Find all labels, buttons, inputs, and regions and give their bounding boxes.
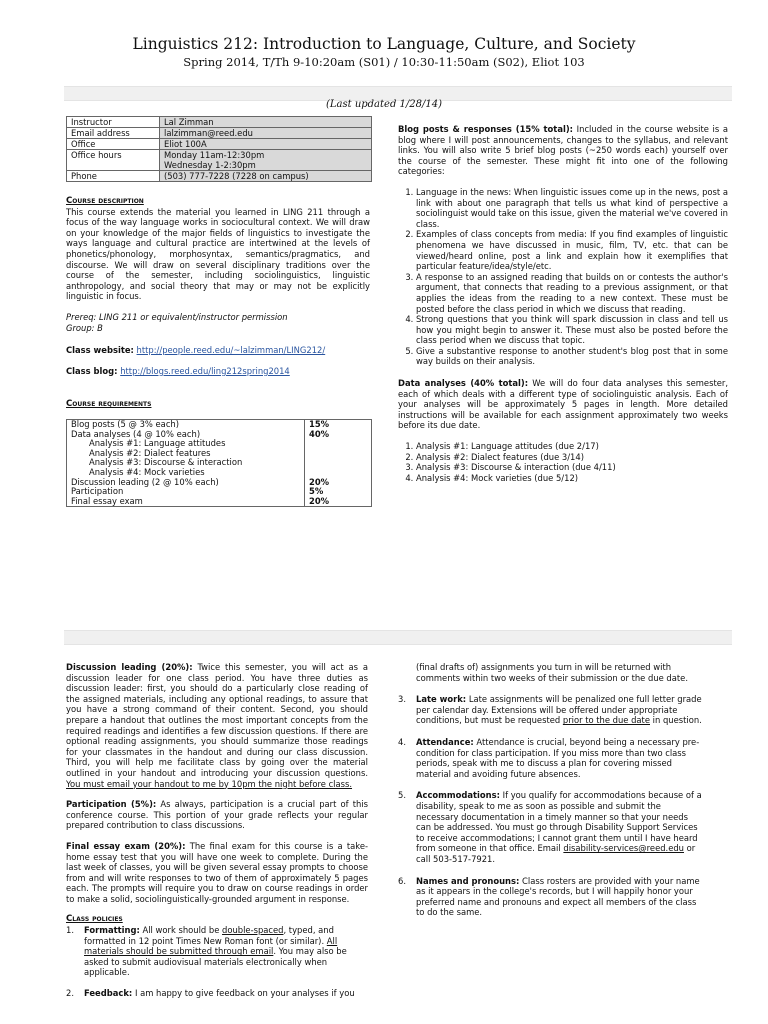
final-exam-body: The final exam for this course is a take-home essay test that you will have one week to complete. During the last week of classes, you will be given several essay prompts to choose from and will write responses to two of them of approximately 5 pages each. The prompts will require you to draw on course readings in order to make a solid, sociolinguistically-grounded argument in response. [66, 840, 368, 904]
prereq: Prereq: LING 211 or equivalent/instructor permission [66, 311, 288, 322]
analysis-item: 1. Analysis #1: Language attitudes (due 2/17) [416, 441, 728, 452]
final-exam-para [66, 841, 368, 905]
requirement-item: Discussion leading (2 @ 10% each) [67, 478, 305, 488]
policy-text: Late assignments will be penalized one full letter grade per calendar day. Extensions will be offered under appropriate conditions, but must be requested [416, 694, 702, 726]
policy-names-pronouns [398, 876, 702, 918]
class-website-line [66, 345, 370, 356]
policy-text: , typed, and formatted in 12 point Times New Roman font (or similar). [84, 925, 334, 946]
policy-text: or call 503-517-7921. [416, 843, 696, 864]
participation-body: As always, participation is a crucial part of this conference course. This portion of your grade reflects your regular prepared contribution to class discussions. [66, 799, 368, 831]
course-requirements-heading: Course requirements [66, 399, 152, 409]
info-label: Office hours [67, 150, 160, 171]
requirement-percent [305, 439, 372, 449]
office-hours-line-2: Wednesday 1-2:30pm [164, 160, 256, 170]
policy-underline: prior to the due date [562, 715, 650, 726]
policy-number: 6. [398, 875, 406, 886]
policy-underline: All materials should be submitted through email [84, 935, 338, 957]
blog-category-item: 1. Language in the news: When linguistic issues come up in the news, post a link with about one paragraph that tells us what kind of perspective a sociolinguist would take on this issue, given the material we've covered in class. [416, 187, 728, 229]
info-label: Office [67, 139, 160, 150]
requirement-item: Analysis #1: Language attitudes [67, 439, 305, 449]
document-title: Linguistics 212: Introduction to Language, Culture, and Society [132, 35, 636, 53]
data-section-intro: We will do four data analyses this semester, each of which deals with a different type of sociolinguistic analysis. Each of your analyses will be approximately 5 pages in length. More detailed instructions will be available for each assignment approximately two weeks before its due date. [398, 378, 728, 431]
blog-section-heading: Blog posts & responses (15% total): [398, 124, 574, 134]
requirement-percent: 20% [305, 478, 372, 488]
info-label: Email address [67, 128, 160, 139]
participation-para [66, 799, 368, 831]
document-subtitle: Spring 2014, T/Th 9-10:20am (S01) / 10:30-11:50am (S02), Eliot 103 [183, 55, 585, 69]
class-blog-link[interactable]: http://blogs.reed.edu/ling212spring2014 [120, 365, 290, 376]
requirement-item: Participation [67, 487, 305, 497]
discussion-deadline: You must email your handout to me by 10pm the night before class. [66, 778, 353, 789]
instructor-info-table [66, 116, 372, 182]
info-value-email[interactable]: lalzimman@reed.edu [160, 128, 372, 139]
blog-category-item: 2. Examples of class concepts from media: If you find examples of linguistic phenomena we have discussed in music, film, TV, etc. that can be viewed/heard online, post a link and explain how it exemplifies that particular feature/idea/style/etc. [416, 229, 728, 271]
policy-attendance [398, 737, 702, 779]
analyses-list [398, 441, 728, 483]
policy-underline: double-spaced [222, 925, 284, 936]
policy-text: I am happy to give feedback on your analyses if you [134, 988, 355, 999]
group: Group: B [66, 322, 103, 333]
discussion-leading-para [66, 662, 368, 789]
page2-right-column [398, 662, 702, 918]
requirement-percent: 15% [305, 420, 372, 430]
discussion-leading-body: Twice this semester, you will act as a discussion leader for one class period. You have three duties as discussion leader: first, you should do a particularly close reading of the assigned materials, including any optional readings, to assure that you have a strong command of their content. Second, you should prepare a handout that outlines the most important concepts from the required readings and identifies a few discussion questions. If there are optional reading assignments, you should summarize those readings for your classmates in the handout and during our class discussion. Third, you will help me facilitate class by going over the material outlined in your handout and introducing your discussion questions. [66, 662, 368, 778]
analysis-item: 2. Analysis #2: Dialect features (due 3/14) [416, 452, 728, 463]
policy-text: in question. [652, 715, 702, 726]
policy-text: Class rosters are provided with your name as it appears in the college's records, but I will happily honor your preferred name and pronouns and expect all members of the class to do the same. [416, 875, 700, 918]
requirements-table [66, 419, 372, 507]
office-hours-line-1: Monday 11am-12:30pm [164, 150, 265, 160]
info-value: (503) 777-7228 (7228 on campus) [160, 171, 372, 182]
requirement-item: Data analyses (4 @ 10% each) [67, 430, 305, 440]
requirement-item: Analysis #4: Mock varieties [67, 468, 305, 478]
requirement-item: Analysis #3: Discourse & interaction [67, 458, 305, 468]
policy-text: . You may also be asked to submit audiovisual materials electronically when applicable. [84, 946, 347, 978]
policy-number: 2. [66, 988, 74, 999]
policy-number: 4. [398, 736, 406, 747]
policy-formatting-title: Formatting: [84, 925, 140, 936]
data-section-intro-para [398, 378, 728, 431]
discussion-leading-heading: Discussion leading (20%): [66, 662, 193, 672]
requirement-item: Analysis #2: Dialect features [67, 449, 305, 459]
info-row-office [67, 139, 372, 150]
policy-names-title: Names and pronouns: [416, 875, 520, 886]
policy-text: Attendance is crucial, beyond being a necessary pre-condition for class participation. If you miss more than two class periods, speak with me to discuss a plan for covering missed material and avoiding future absences. [416, 736, 700, 779]
requirement-percent: 5% [305, 487, 372, 497]
policy-text: If you qualify for accommodations because of a disability, speak to me as soon as possible and submit the necessary documentation in a timely manner so that your needs can be addressed. You must go through Disability Support Services to receive accommodations; I cannot grant them until I have heard from someone in that office. Email [416, 790, 702, 854]
blog-section [398, 124, 728, 483]
info-row-email [67, 128, 372, 139]
page-band-bottom [64, 630, 732, 645]
class-policies-heading: Class policies [66, 914, 123, 925]
policy-attendance-title: Attendance: [416, 736, 474, 747]
blog-section-intro-para [398, 124, 728, 177]
blog-category-item: 4. Strong questions that you think will spark discussion in class and tell us how you might begin to answer it. These must also be posted before the class period when we discuss that topic. [416, 314, 728, 346]
policy-accommodations [398, 790, 702, 864]
class-blog-line [66, 366, 370, 377]
data-section-heading: Data analyses (40% total): [398, 378, 529, 389]
info-row-phone [67, 171, 372, 182]
info-value: Lal Zimman [160, 117, 372, 128]
policy-formatting [66, 925, 368, 978]
requirement-percent [305, 458, 372, 468]
policy-number: 5. [398, 790, 406, 801]
requirement-item: Blog posts (5 @ 3% each) [67, 420, 305, 430]
info-value [160, 150, 372, 171]
page2-left-column [66, 662, 368, 999]
blog-section-intro: Included in the course website is a blog where I will post announcements, changes to the syllabus, and relevant links. You will also write 5 brief blog posts (~250 words each) yourself over the course of the semester. These might fit into one of the following categories: [398, 124, 728, 177]
policy-late-work [398, 694, 702, 726]
requirement-item: Final essay exam [67, 497, 305, 507]
requirement-percent [305, 449, 372, 459]
class-website-link[interactable]: http://people.reed.edu/~lalzimman/LING212/ [136, 345, 326, 356]
class-blog-label: Class blog: [66, 365, 118, 376]
blog-category-item: 3. A response to an assigned reading that builds on or contests the author's argument, that connects that reading to a previous assignment, or that applies the ideas from the reading to a new context. These must be posted before the class period in which we discuss that reading. [416, 272, 728, 314]
info-label: Instructor [67, 117, 160, 128]
blog-category-item: 5. Give a substantive response to another student's blog post that in some way builds on their analysis. [416, 346, 728, 367]
course-description-body: This course extends the material you learned in LING 211 through a focus of the way language works in sociocultural context. We will draw on your knowledge of the major fields of linguistics to investigate the ways language and cultural practice are intertwined at the levels of phonetics/phonology, morphosyntax, semantics/pragmatics, and discourse. We will draw on several disciplinary traditions over the course of the semester, including sociolinguistics, linguistic anthropology, and social theory that may or may not be explicitly linguistic in focus. [66, 206, 370, 302]
blog-categories-list [398, 187, 728, 367]
info-value: Eliot 100A [160, 139, 372, 150]
requirement-percent: 40% [305, 430, 372, 440]
requirement-percent: 20% [305, 497, 372, 507]
last-updated: (Last updated 1/28/14) [325, 99, 442, 110]
policy-feedback-title: Feedback: [84, 988, 133, 999]
course-description-section [66, 196, 370, 376]
feedback-continued: (final drafts of) assignments you turn in will be returned with comments within two weeks of their submission or the due date. [416, 662, 688, 683]
info-label: Phone [67, 171, 160, 182]
policy-number: 3. [398, 694, 406, 705]
class-website-label: Class website: [66, 345, 134, 356]
policy-number: 1. [66, 925, 74, 936]
participation-heading: Participation (5%): [66, 799, 157, 810]
course-description-heading: Course description [66, 196, 144, 206]
policy-late-title: Late work: [416, 694, 467, 705]
disability-email-link[interactable]: disability-services@reed.edu [563, 843, 684, 854]
policy-text: All work should be [142, 925, 220, 936]
final-exam-heading: Final essay exam (20%): [66, 840, 186, 851]
analysis-item: 4. Analysis #4: Mock varieties (due 5/12) [416, 473, 728, 484]
policy-feedback [66, 988, 368, 999]
info-row-office-hours [67, 150, 372, 171]
requirement-row [67, 497, 372, 507]
analysis-item: 3. Analysis #3: Discourse & interaction (due 4/11) [416, 462, 728, 473]
info-row-instructor [67, 117, 372, 128]
policy-accommodations-title: Accommodations: [416, 790, 500, 801]
